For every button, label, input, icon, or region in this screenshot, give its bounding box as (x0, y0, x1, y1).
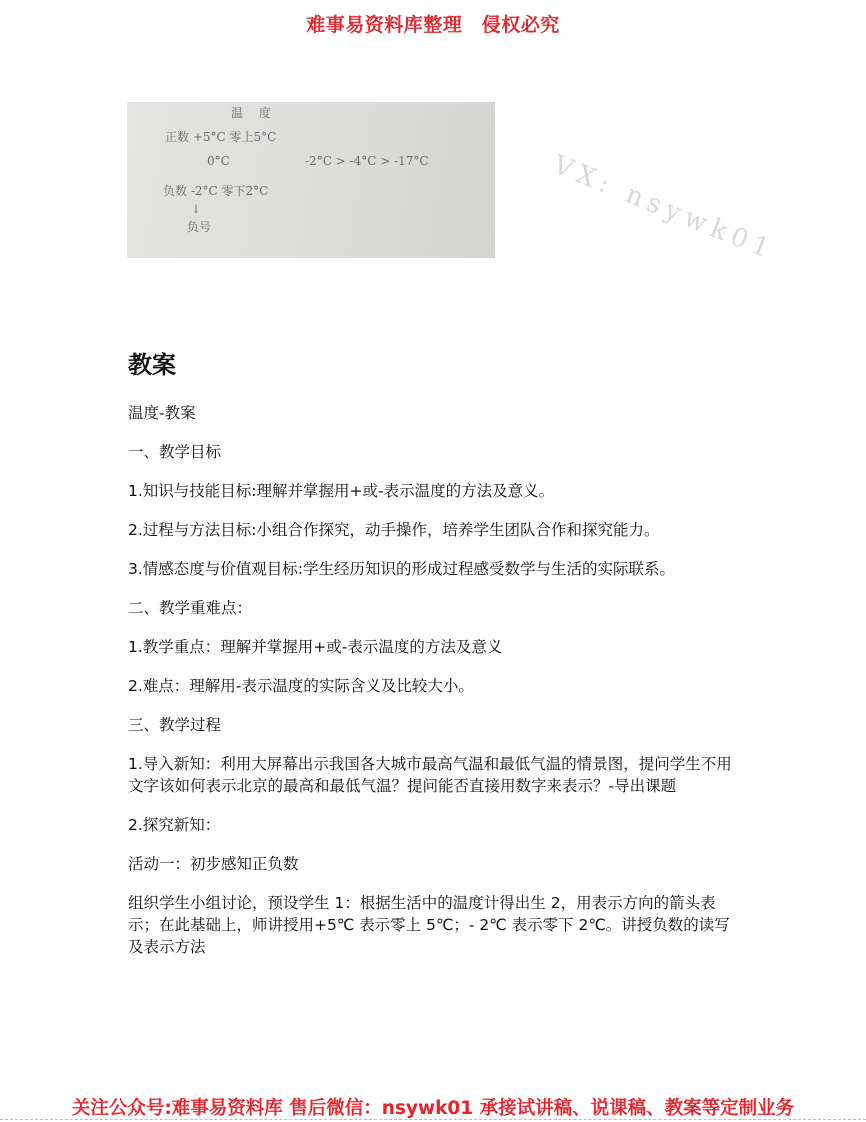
paragraph: 2.难点：理解用-表示温度的实际含义及比较大小。 (128, 677, 474, 695)
paragraph: 2.过程与方法目标:小组合作探究，动手操作，培养学生团队合作和探究能力。 (128, 521, 660, 539)
paragraph: 组织学生小组讨论，预设学生 1：根据生活中的温度计得出生 2，用表示方向的箭头表示；在此基础上，师讲授用+5℃ 表示零上 5℃；- 2℃ 表示零下 2℃。讲授负数的读写及表示方法 (128, 894, 730, 956)
paragraph: 温度-教案 (128, 404, 196, 422)
photo-line-negative: 负数 -2°C 零下2°C (163, 184, 269, 198)
paragraph: 二、教学重难点： (128, 599, 253, 617)
photo-line-sign: 负号 (187, 220, 212, 234)
paragraph: 一、教学目标 (128, 443, 222, 461)
watermark: VX: nsywk01 (548, 150, 779, 267)
page-title: 教案 (128, 351, 176, 379)
paragraph: 2.探究新知： (128, 816, 221, 834)
paragraph: 1.导入新知：利用大屏幕出示我国各大城市最高气温和最低气温的情景图，提问学生不用文字该如何表示北京的最高和最低气温？提问能否直接用数字来表示？-导出课题 (128, 755, 732, 795)
paragraph: 3.情感态度与价值观目标:学生经历知识的形成过程感受数学与生活的实际联系。 (128, 560, 676, 578)
paragraph: 活动一：初步感知正负数 (128, 855, 299, 873)
photo-line-positive: 正数 +5°C 零上5°C (165, 130, 277, 144)
photo-line-zero: 0°C (207, 154, 230, 168)
paragraph: 1.教学重点：理解并掌握用+或-表示温度的方法及意义 (128, 638, 503, 656)
paragraph: 1.知识与技能目标:理解并掌握用+或-表示温度的方法及意义。 (128, 482, 555, 500)
copyright-header: 难事易资料库整理 侵权必究 (306, 14, 560, 36)
document-body (128, 402, 742, 975)
photo-title: 温 度 (231, 106, 277, 120)
handwritten-notes-photo (127, 102, 495, 258)
photo-line-compare: -2°C > -4°C > -17°C (305, 154, 429, 168)
footer-divider (0, 1119, 866, 1121)
paragraph: 三、教学过程 (128, 716, 222, 734)
promo-footer: 关注公众号:难事易资料库 售后微信：nsywk01 承接试讲稿、说课稿、教案等定制业务 (71, 1098, 795, 1119)
photo-arrow: ↓ (191, 202, 202, 216)
